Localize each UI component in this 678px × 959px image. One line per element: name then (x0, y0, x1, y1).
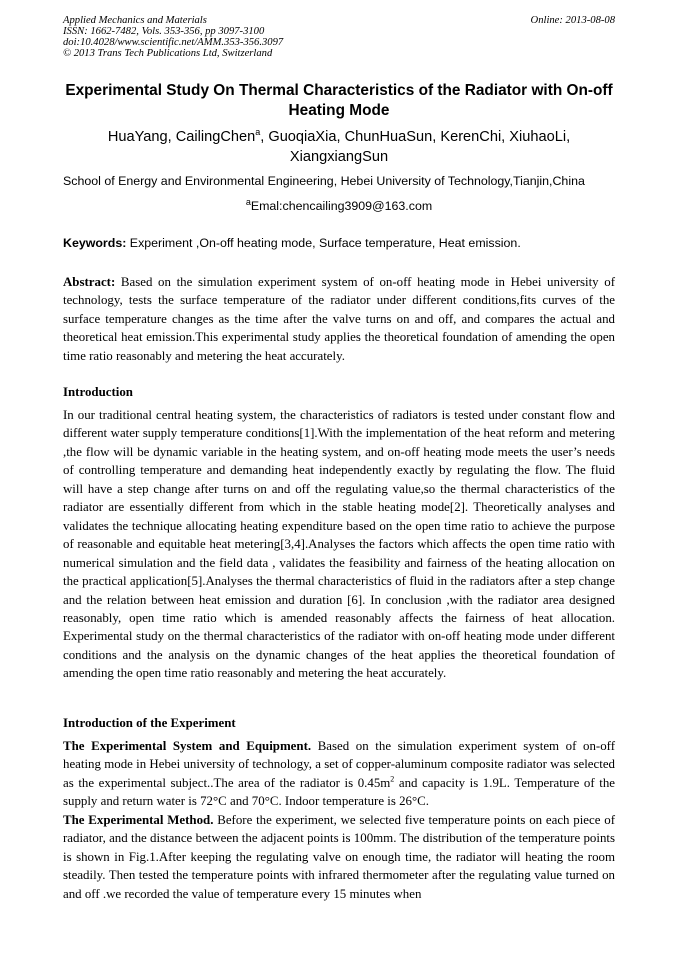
system-text-2: and capacity is 1.9L. Temperature of the supply and return water is 72°C and 70°C. Indoor temperature is 26°C. (63, 775, 615, 809)
doi-line: doi:10.4028/www.scientific.net/AMM.353-356.3097 (63, 37, 284, 48)
experiment-heading: Introduction of the Experiment (63, 716, 236, 730)
online-date: Online: 2013-08-08 (530, 15, 615, 26)
keywords (63, 235, 615, 251)
system-text-1: Based on the simulation experiment system of on-off heating mode in Hebei university of technology, a set of copper-aluminum composite radiator was selected as the experimental subject..The area of the radiator is 0.45m (63, 739, 616, 790)
abstract-text: Based on the simulation experiment system of on-off heating mode in Hebei university of technology, tests the surface temperature of the radiator under different conditions,fits curves of the surface temperature changes as the time after the valve turns on and off, and compares the actual and theoretical heat emission.This experimental study applies the theoretical foundation of amending the open time ratio reasonably and metering the heat accurately. (63, 275, 615, 363)
method-label: The Experimental Method. (63, 812, 214, 827)
author-email (63, 198, 615, 214)
paper-title: Experimental Study On Thermal Characteristics of the Radiator with On-off Heating Mode (65, 82, 613, 119)
journal-name: Applied Mechanics and Materials (63, 15, 207, 26)
email-text: Emal:chencailing3909@163.com (250, 199, 433, 213)
journal-header (63, 15, 615, 59)
abstract (63, 273, 615, 365)
email-marker: a (245, 196, 251, 207)
introduction-text: In our traditional central heating system, the characteristics of radiators is tested under constant flow and different water supply temperature conditions[1].With the implementation of the heat reform and metering ,the flow will be dynamic variable in the heating system, and on-off heating mode meets the user’s needs of controlling temperature and demanding heat independently exactly by regulating the flow. The fluid will have a step change after turns on and off the regulating value,so the thermal characteristics of the radiator are essentially different from which in the stable heating mode[2]. Theoretically analyses and validates the technique allocating heating expenditure based on the open time ratio to achieve the purpose of reasonable and equitable heat metering[3,4].Analyses the factors which affects the open time ratio with numerical simulation and the field data , validates the feasibility and fairness of the heating allocation on the practical application[5].Analyses the thermal characteristics of fluid in the radiators after a step change and the relation between heat emission and duration [6]. In conclusion ,with the radiator area designed reasonably, open time ratio which is amended reasonably affects the fairness of heat allocation. Experimental study on the thermal characteristics of the radiator with on-off heating mode under different conditions and the analysis on the dynamic changes of the heat applies the theoretical foundation of amending the open time ratio reasonably and metering the heat accurately. (63, 408, 615, 681)
author-list (63, 127, 615, 167)
method-text: Before the experiment, we selected five temperature points on each piece of radiator, and the distance between the adjacent points is 100mm. The distribution of the temperature points is shown in Fig.1.After keeping the regulating valve on enough time, the radiator will heating the room steadily. Then tested the temperature points with infrared thermometer after the regulating value turned on and off .we recorded the value of temperature every 15 minutes when (63, 812, 615, 901)
area-unit-superscript: 2 (390, 774, 395, 784)
experimental-system-paragraph (63, 737, 615, 903)
authors-first: HuaYang, CailingChen (107, 129, 256, 145)
author-affil-marker: a (255, 127, 261, 138)
keywords-text: Experiment ,On-off heating mode, Surface temperature, Heat emission. (126, 236, 521, 250)
system-label: The Experimental System and Equipment. (63, 739, 312, 753)
authors-rest: , GuoqiaXia, ChunHuaSun, KerenChi, XiuhaoLi, XiangxiangSun (260, 129, 571, 165)
copyright-line: © 2013 Trans Tech Publications Ltd, Switzerland (63, 48, 273, 59)
issn-line: ISSN: 1662-7482, Vols. 353-356, pp 3097-3100 (63, 26, 265, 37)
affiliation: School of Energy and Environmental Engineering, Hebei University of Technology,Tianjin,China (63, 174, 585, 188)
keywords-label: Keywords: (63, 236, 127, 250)
introduction-heading: Introduction (63, 385, 133, 399)
abstract-label: Abstract: (63, 275, 116, 289)
